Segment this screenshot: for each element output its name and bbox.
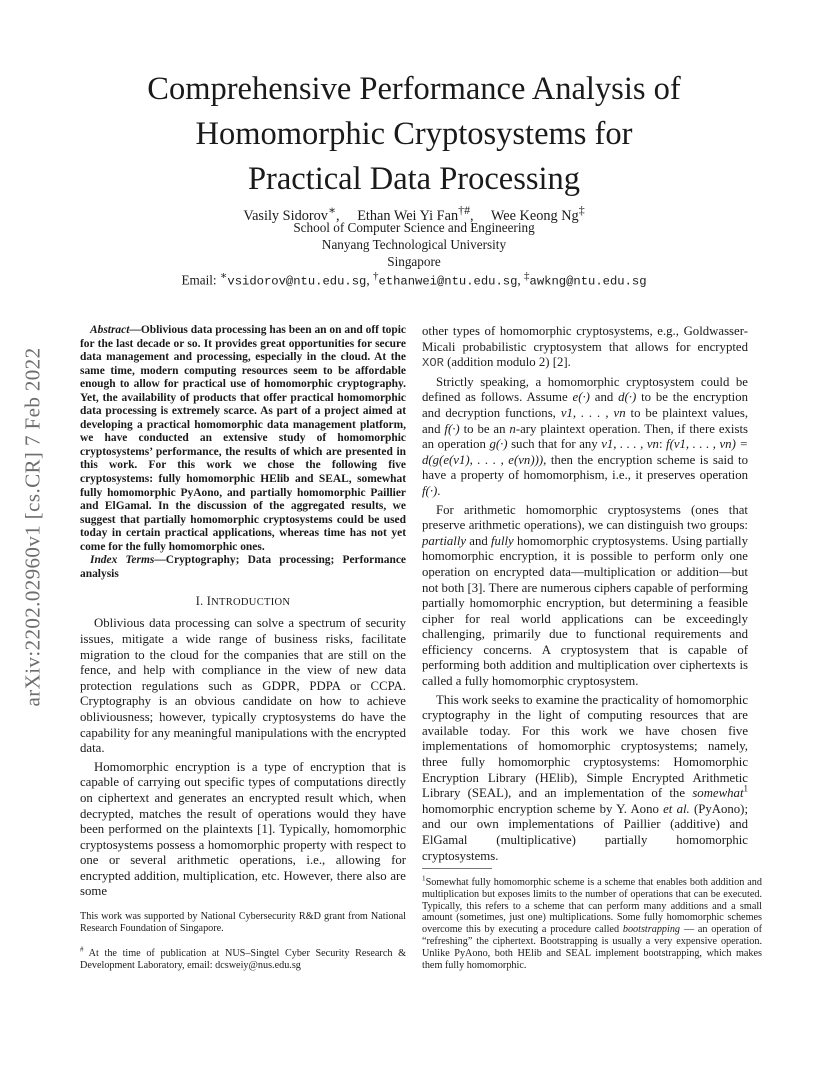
footnote-text: Somewhat fully homomorphic scheme is a scheme that enables both addition and multiplication but exposes limits to the number of operations that can be executed. Typically, this refers to a scheme that can perform many additions and a small amount (sometimes, just one) multiplications. Some fully homomorphic schemes overcome this by executing a procedure called <box>422 877 762 936</box>
author-mark: †# <box>458 203 471 217</box>
title-line: Homomorphic Cryptosystems for <box>195 116 633 152</box>
text-run: For arithmetic homomorphic cryptosystems (ones that preserve arithmetic operations), we can distinguish two groups: <box>422 502 748 533</box>
text-run: This work seeks to examine the practicality of homomorphic cryptography in the light of computing resources that are available today. For this work we have chosen five implementations of homomorphic cryptosystems; namely, three fully homomorphic cryptosystems: Homomorphic Encryption Library (HElib), Simple Encrypted Arithmetic Library (SEAL), and an implementation of the <box>422 692 748 801</box>
abstract-text: —Oblivious data processing has been an on and off topic for the last decade or so. It provides great opportunities for secure data management and processing, especially in the cloud. At the same time, modern computing resources seem to be affordable enough to allow for practical use of homomorphic cryptography. Yet, the availability of products that offer practical homomorphic data processing is extremely scarce. As part of a project aimed at developing a practical homomorphic data management platform, we have conducted an extensive study of homomorphic cryptosystems’ performance, the results of which are presented in this work. For this work we chose the following five cryptosystems: fully homomorphic HElib and SEAL, somewhat fully homomorphic PyAono, and partially homomorphic Paillier and ElGamal. In the discussion of the aggregated results, we suggest that partially homomorphic cryptosystems could be used today in certain practical applications, whereas time has not yet come for the fully homomorphic ones. <box>80 324 406 553</box>
footnote-1 <box>422 874 762 971</box>
text-run: homomorphic cryptosystems. Using partially homomorphic encryption, it is possible to perform only one operation on encrypted data—multiplication or addition—but not both [3]. There are numerous ciphers capable of performing partially homomorphic encryption, but determining a feasible cipher for real world applications can be exceedingly challenging, primarily due to functional requirements and efficiency concerns. A cryptosystem that is capable of performing both addition and multiplication over ciphertexts is called a fully homomorphic cryptosystem. <box>422 533 748 689</box>
arxiv-identifier-text: arXiv:2202.02960v1 [cs.CR] 7 Feb 2022 <box>20 347 45 707</box>
code-xor: XOR <box>422 356 444 371</box>
math: v1, . . . , vn <box>601 437 659 452</box>
text-run: other types of homomorphic cryptosystems, e.g., Goldwasser-Micali probabilistic cryptosystem that allows for encrypted <box>422 324 748 354</box>
section-numeral: I. <box>195 594 207 609</box>
text-run: (addition modulo 2) [2]. <box>443 355 571 370</box>
body-paragraph: Homomorphic encryption is a type of encryption that is capable of carrying out specific types of computations directly on ciphertext and generates an encrypted result which, when decrypted, matches the result of operations would they have been performed on the plaintexts [1]. Typically, homomorphic cryptosystems possess a homomorphic property with respect to one or several arithmetic operations, i.e., allowing for encrypted addition, multiplication, etc. However, there also are some <box>80 759 406 899</box>
math: f(·) <box>422 483 438 498</box>
footnote-mark[interactable]: 1 <box>743 783 748 794</box>
email-address[interactable]: awkng@ntu.edu.sg <box>529 274 647 289</box>
text-run: homomorphic encryption scheme by Y. Aono <box>422 801 664 816</box>
body-paragraph <box>422 693 748 865</box>
author-mark: ‡ <box>578 203 585 217</box>
email-address[interactable]: ethanwei@ntu.edu.sg <box>378 274 518 289</box>
text-run: : <box>658 437 667 452</box>
text-run: (PyAono); and our own implementations of Paillier (additive) and ElGamal (multiplicative) partially homomorphic cryptosystems. <box>422 801 748 863</box>
math: e(·) <box>572 390 590 405</box>
title-line: Comprehensive Performance Analysis of <box>147 71 681 107</box>
text-run: to be an <box>459 421 510 436</box>
emphasis: somewhat <box>692 786 744 801</box>
emphasis: fully <box>490 533 514 548</box>
index-terms <box>80 554 406 581</box>
text-run: and <box>589 390 619 405</box>
math-equation: f(v1, . . . , vn) = d(g(e(v1), . . . , e(vn))) <box>422 437 748 467</box>
footnote-text: — an operation of “refreshing” the ciphertext. Bootstrapping is usually a very expensive operation. Unlike PyAono, both HElib and SEAL implement bootstrapping, which makes them fully homomorphic. <box>422 924 762 971</box>
body-paragraph <box>422 324 748 372</box>
index-terms-text: —Cryptography; Data processing; Performance analysis <box>80 554 406 580</box>
text-run: . <box>437 483 441 498</box>
abstract-label: Abstract <box>90 324 130 336</box>
email-mark: ∗ <box>219 270 228 282</box>
email-address[interactable]: vsidorov@ntu.edu.sg <box>227 274 367 289</box>
footnote-text: At the time of publication at NUS–Singtel Cyber Security Research & Development Laboratory, email: dcsweiy@nus.edu.sg <box>80 948 407 971</box>
math: g(·) <box>489 437 508 452</box>
math: d(·) <box>618 390 637 405</box>
email-separator: , <box>366 272 373 288</box>
affiliation-footnote <box>80 945 407 972</box>
abstract <box>80 324 406 554</box>
footnote-rule <box>422 868 492 869</box>
text-run: , then the encryption scheme is said to have a property of homomorphism, i.e., it preserves operation <box>422 452 748 483</box>
arxiv-identifier <box>8 292 58 762</box>
text-run: to be plaintext values, and <box>422 405 749 436</box>
left-column <box>80 324 406 900</box>
affiliation-school: School of Computer Science and Engineering <box>293 220 535 235</box>
paper-title <box>90 67 738 202</box>
body-paragraph <box>422 375 748 500</box>
section-title-initial: I <box>206 594 212 609</box>
body-paragraph: Oblivious data processing can solve a spectrum of security issues, mitigate a wide range of business risks, facilitate migration to the cloud for the companies that are still on the fence, and help with compliance in the view of new data protection regulations such as GDPR, PDPA or CCPA. Cryptography is an obvious candidate on how to achieve obliviousness; however, typically cryptosystems do have the capability for any meaningful manipulations with the encrypted data. <box>80 616 406 756</box>
title-line: Practical Data Processing <box>247 161 581 197</box>
section-title-rest: NTRODUCTION <box>211 597 291 609</box>
emphasis: partially <box>422 533 467 548</box>
funding-text: This work was supported by National Cybersecurity R&D grant from National Research Foundation of Singapore. <box>80 911 406 934</box>
text-run: Strictly speaking, a homomorphic cryptosystem could be defined as follows. Assume <box>422 374 748 405</box>
emphasis: et al. <box>663 801 690 816</box>
text-run: and <box>466 533 491 548</box>
body-paragraph <box>422 503 748 690</box>
footnote-mark: 1 <box>422 874 426 883</box>
affiliation-country: Singapore <box>387 254 441 269</box>
author-name: Vasily Sidorov <box>243 207 328 224</box>
index-terms-label: Index Terms <box>90 554 155 567</box>
email-label: Email: <box>181 272 220 288</box>
math: n <box>509 421 516 436</box>
email-mark: ‡ <box>524 270 530 282</box>
funding-footnote <box>80 911 406 935</box>
email-line <box>90 268 738 290</box>
right-column <box>422 324 748 864</box>
emphasis: bootstrapping <box>622 924 681 936</box>
author-name: Ethan Wei Yi Fan <box>357 207 459 224</box>
section-heading <box>80 594 406 609</box>
author-name: Wee Keong Ng <box>490 207 579 224</box>
text-run: -ary plaintext operation. Then, if there exists an operation <box>422 421 748 452</box>
email-separator: , <box>517 272 525 288</box>
author-list: Vasily Sidorov∗, Ethan Wei Yi Fan†#, Wee Keong Ng‡ <box>243 203 585 224</box>
math: f(·) <box>444 421 460 436</box>
text-run: such that for any <box>507 437 602 452</box>
email-mark: † <box>372 270 379 282</box>
math: v1, . . . , vn <box>560 405 626 420</box>
author-mark: ∗ <box>327 203 337 217</box>
affiliation-university: Nanyang Technological University <box>321 237 507 252</box>
text-run: to be the encryption and decryption functions, <box>422 390 748 420</box>
footnote-mark: # <box>80 945 84 954</box>
